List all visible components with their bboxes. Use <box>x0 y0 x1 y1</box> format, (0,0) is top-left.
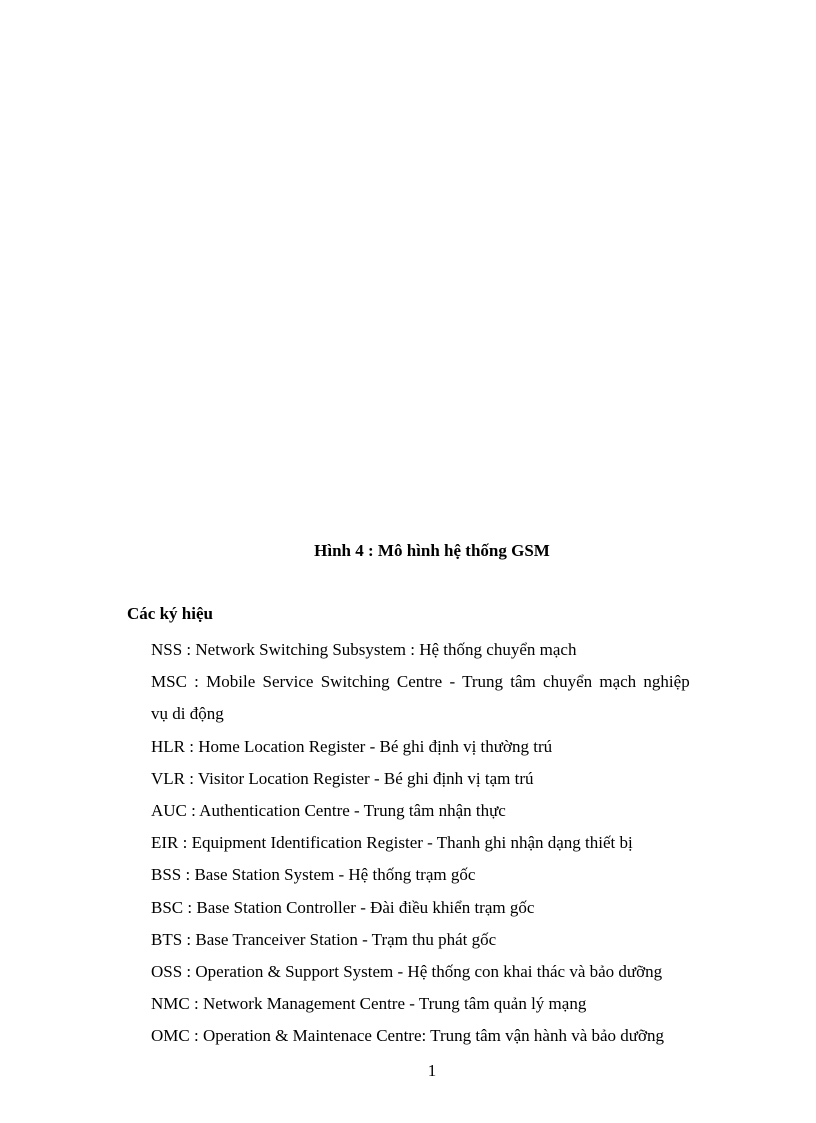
legend-item-nss: NSS : Network Switching Subsystem : Hệ thống chuyển mạch <box>151 640 577 659</box>
legend-list <box>151 634 737 1053</box>
legend-item-bss: BSS : Base Station System - Hệ thống trạm gốc <box>151 865 476 885</box>
legend-item-eir: EIR : Equipment Identification Register - Thanh ghi nhận dạng thiết bị <box>151 833 633 853</box>
legend-heading: Các ký hiệu <box>127 604 213 623</box>
legend-item-bts: BTS : Base Tranceiver Station - Trạm thu phát gốc <box>151 929 497 949</box>
legend-item-msc: MSC : Mobile Service Switching Centre - Trung tâm chuyển mạch nghiệp <box>151 672 690 692</box>
legend-item-hlr: HLR : Home Location Register - Bé ghi định vị thường trú <box>151 736 553 756</box>
figure-caption: Hình 4 : Mô hình hệ thống GSM <box>314 541 550 560</box>
page-number: 1 <box>427 1061 437 1080</box>
legend-item-nmc: NMC : Network Management Centre - Trung tâm quản lý mạng <box>151 994 587 1014</box>
legend-item-auc: AUC : Authentication Centre - Trung tâm nhận thực <box>151 801 506 821</box>
legend-item-oss: OSS : Operation & Support System - Hệ thống con khai thác và bảo dưỡng <box>151 962 663 982</box>
legend-item-vlr: VLR : Visitor Location Register - Bé ghi định vị tạm trú <box>151 768 534 788</box>
legend-item-msc-continuation: vụ di động <box>151 704 224 724</box>
legend-item-omc: OMC : Operation & Maintenace Centre: Trung tâm vận hành và bảo dưỡng <box>151 1026 664 1046</box>
legend-item-bsc: BSC : Base Station Controller - Đài điều khiển trạm gốc <box>151 897 535 917</box>
